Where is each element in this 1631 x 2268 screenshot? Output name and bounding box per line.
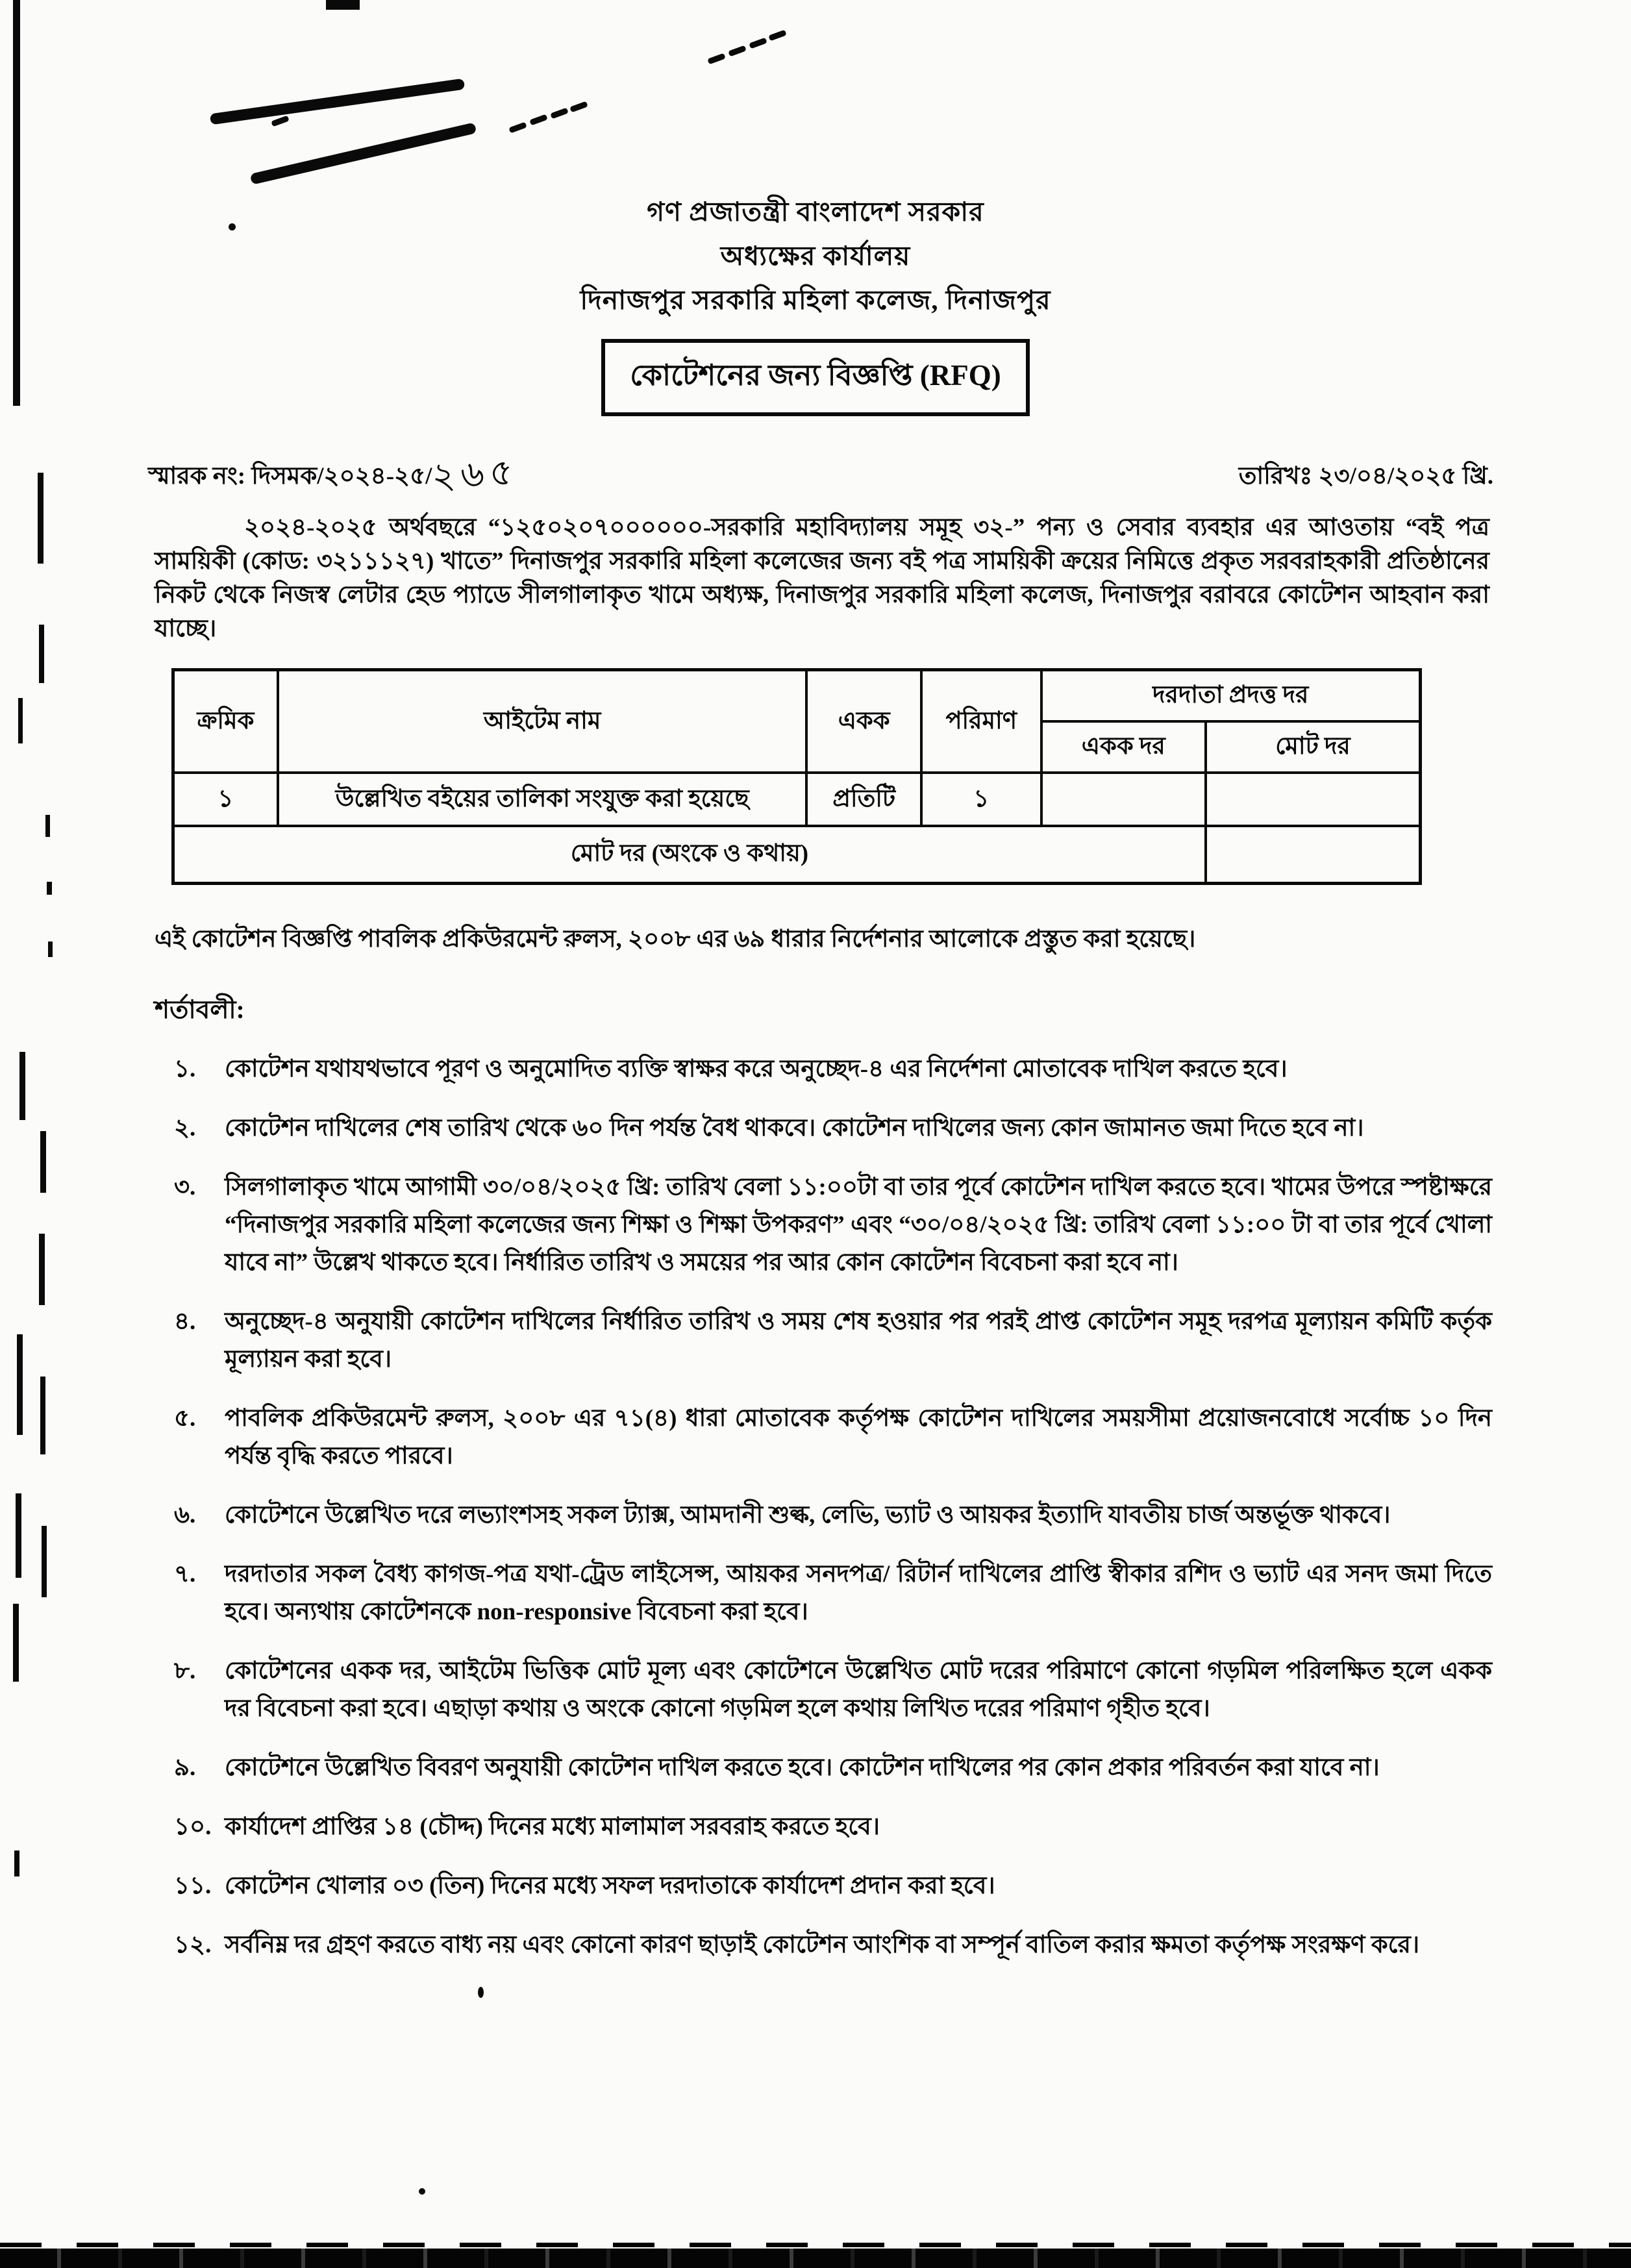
scan-edge-mark <box>48 941 53 957</box>
col-header-item: আইটেম নাম <box>278 670 807 773</box>
memo-number <box>148 443 519 505</box>
item-text: দরদাতার সকল বৈধ্য কাগজ-পত্র যথা-ট্রেড লাইসেন্স, আয়কর সনদপত্র/ রিটার্ন দাখিলের প্রাপ্তি স্বীকার রশিদ ও ভ্যাট এর সনদ জমা দিতে হবে। অন্যথায় কোটেশনকে non-responsive বিবেচনা করা হবে। <box>225 1560 1492 1625</box>
scan-edge-mark <box>45 815 50 837</box>
item-number: ৯. <box>174 1754 196 1781</box>
item-number: ৪. <box>174 1308 196 1335</box>
item-text: অনুচ্ছেদ-৪ অনুযায়ী কোটেশন দাখিলের নির্ধারিত তারিখ ও সময় শেষ হওয়ার পর পরই প্রাপ্ত কোটেশন সমূহ দরপত্র মূল্যায়ন কমিটি কর্তৃক মূল্যায়ন করা হবে। <box>225 1308 1492 1373</box>
government-name: গণ প্রজাতন্ত্রী বাংলাদেশ সরকার <box>647 197 984 227</box>
item-number: ৫. <box>174 1404 196 1432</box>
item-number: ৩. <box>174 1173 196 1201</box>
scan-edge-mark <box>38 473 44 564</box>
item-text: সিলগালাকৃত খামে আগামী ৩০/০৪/২০২৫ খ্রি: তারিখ বেলা ১১:০০টা বা তার পূর্বে কোটেশন দাখিল করতে হবে। খামের উপরে স্পষ্টাক্ষরে “দিনাজপুর সরকারি মহিলা কলেজের জন্য শিক্ষা ও শিক্ষা উপকরণ” এবং “৩০/০৪/২০২৫ খ্রি: তারিখ বেলা ১১:০০ টা বা তার পূর্বে খোলা যাবে না” উল্লেখ থাকতে হবে। নির্ধারিত তারিখ ও সময়ের পর আর কোন কোটেশন বিবেচনা করা হবে না। <box>225 1173 1492 1276</box>
table-footer-row <box>173 826 1421 883</box>
col-header-serial: ক্রমিক <box>173 670 278 773</box>
scan-edge-mark <box>13 0 20 406</box>
memo-label: স্মারক নং: দিসমক/২০২৪-২৫/ <box>148 463 432 490</box>
quotation-table <box>171 668 1422 885</box>
item-text: কার্যাদেশ প্রাপ্তির ১৪ (চৌদ্দ) দিনের মধ্যে মালামাল সরবরাহ করতে হবে। <box>225 1813 880 1840</box>
item-number: ৬. <box>174 1501 196 1528</box>
list-item <box>174 1400 1492 1475</box>
footer-total-value <box>1206 826 1420 883</box>
memo-date: তারিখঃ ২৩/০৪/২০২৫ খ্রি. <box>1238 463 1493 490</box>
scan-blob <box>326 0 360 10</box>
scan-noise-band <box>0 2249 1631 2268</box>
list-item <box>174 1926 1492 1964</box>
item-text: কোটেশনের একক দর, আইটেম ভিত্তিক মোট মূল্য এবং কোটেশনে উল্লেখিত মোট দরের পরিমাণে কোনো গড়মিল পরিলক্ষিত হলে একক দর বিবেচনা করা হবে। এছাড়া কথায় ও অংকে কোনো গড়মিল হলে কথায় লিখিত দরের পরিমাণ গৃহীত হবে। <box>225 1657 1492 1722</box>
cell-unit: প্রতিটি <box>806 773 921 826</box>
pen-dot <box>229 223 236 231</box>
scan-edge-mark <box>18 698 23 743</box>
letterhead <box>0 0 1631 322</box>
item-number: ৮. <box>174 1657 196 1684</box>
list-item <box>174 1808 1492 1846</box>
list-item <box>174 1556 1492 1631</box>
scan-dot <box>478 1987 484 1998</box>
list-item <box>174 1867 1492 1905</box>
cell-quantity: ১ <box>921 773 1041 826</box>
col-header-unit-rate: একক দর <box>1041 721 1206 773</box>
scan-edge-mark <box>47 882 52 895</box>
scan-edge-mark <box>39 625 44 683</box>
cell-total-rate <box>1206 773 1420 826</box>
item-text: সর্বনিম্ন দর গ্রহণ করতে বাধ্য নয় এবং কোনো কারণ ছাড়াই কোটেশন আংশিক বা সম্পূর্ন বাতিল করার ক্ষমতা কর্তৃপক্ষ সংরক্ষণ করে। <box>225 1931 1420 1958</box>
notice-title: কোটেশনের জন্য বিজ্ঞপ্তি (RFQ) <box>601 339 1029 416</box>
item-text: কোটেশন যথাযথভাবে পূরণ ও অনুমোদিত ব্যক্তি স্বাক্ষর করে অনুচ্ছেদ-৪ এর নির্দেশনা মোতাবেক দাখিল করতে হবে। <box>225 1055 1288 1082</box>
scan-edge-mark <box>17 1334 23 1435</box>
scan-edge-mark <box>14 1851 19 1876</box>
cell-serial: ১ <box>173 773 278 826</box>
item-number: ২. <box>174 1114 196 1141</box>
ppr-note: এই কোটেশন বিজ্ঞপ্তি পাবলিক প্রকিউরমেন্ট রুলস, ২০০৮ এর ৬৯ ধারার নির্দেশনার আলোকে প্রস্তুত করা হয়েছে। <box>155 925 1196 953</box>
scan-noise-fragments <box>0 2243 1631 2247</box>
conditions-list <box>174 1051 1492 1964</box>
item-text: কোটেশন খোলার ০৩ (তিন) দিনের মধ্যে সফল দরদাতাকে কার্যাদেশ প্রদান করা হবে। <box>225 1872 995 1899</box>
item-text: কোটেশনে উল্লেখিত দরে লভ্যাংশসহ সকল ট্যাক্স, আমদানী শুল্ক, লেভি, ভ্যাট ও আয়কর ইত্যাদি যাবতীয় চার্জ অন্তর্ভূক্ত থাকবে। <box>225 1501 1391 1528</box>
list-item <box>174 1497 1492 1534</box>
memo-row <box>148 443 1493 505</box>
col-header-quantity: পরিমাণ <box>921 670 1041 773</box>
item-number: ১১. <box>174 1872 212 1899</box>
office-name: অধ্যক্ষের কার্যালয় <box>720 241 911 271</box>
item-number: ১০. <box>174 1813 212 1840</box>
list-item <box>174 1051 1492 1088</box>
scan-edge-mark <box>19 1052 25 1120</box>
list-item <box>174 1303 1492 1378</box>
college-name: দিনাজপুর সরকারি মহিলা কলেজ, দিনাজপুর <box>580 285 1051 315</box>
scan-edge-mark <box>16 1493 21 1578</box>
col-header-bidder-rate: দরদাতা প্রদত্ত দর <box>1041 670 1421 722</box>
item-text: কোটেশনে উল্লেখিত বিবরণ অনুযায়ী কোটেশন দাখিল করতে হবে। কোটেশন দাখিলের পর কোন প্রকার পরিবর্তন করা যাবে না। <box>225 1754 1380 1781</box>
memo-number-handwritten: ২৬৫ <box>430 451 520 498</box>
cell-item: উল্লেখিত বইয়ের তালিকা সংযুক্ত করা হয়েছে <box>278 773 807 826</box>
cell-unit-rate <box>1041 773 1206 826</box>
col-header-total-rate: মোট দর <box>1206 721 1420 773</box>
list-item <box>174 1749 1492 1787</box>
item-number: ১. <box>174 1055 196 1082</box>
item-number: ৭. <box>174 1560 196 1588</box>
list-item <box>174 1169 1492 1282</box>
item-text: পাবলিক প্রকিউরমেন্ট রুলস, ২০০৮ এর ৭১(৪) ধারা মোতাবেক কর্তৃপক্ষ কোটেশন দাখিলের সময়সীমা প্রয়োজনবোধে সর্বোচ্চ ১০ দিন পর্যন্ত বৃদ্ধি করতে পারবে। <box>225 1404 1492 1469</box>
scan-edge-mark <box>42 1526 47 1597</box>
col-header-unit: একক <box>806 670 921 773</box>
list-item <box>174 1110 1492 1147</box>
intro-paragraph: ২০২৪-২০২৫ অর্থবছরে “১২৫০২০৭০০০০০০-সরকারি মহাবিদ্যালয় সমূহ ৩২-” পন্য ও সেবার ব্যবহার এর আওতায় “বই পত্র সাময়িকী (কোড: ৩২১১১২৭) খাতে” দিনাজপুর সরকারি মহিলা কলেজের জন্য বই পত্র সাময়িকী ক্রয়ের নিমিত্তে প্রকৃত সরবরাহকারী প্রতিষ্ঠানের নিকট থেকে নিজস্ব লেটার হেড প্যাডে সীলগালাকৃত খামে অধ্যক্ষ, দিনাজপুর সরকারি মহিলা কলেজ, দিনাজপুর বরাবরে কোটেশন আহবান করা যাচ্ছে। <box>155 514 1489 642</box>
scan-dot <box>419 2188 425 2195</box>
footer-total-label: মোট দর (অংকে ও কথায়) <box>173 826 1206 883</box>
scan-edge-mark <box>39 1234 45 1305</box>
table-row <box>173 773 1421 826</box>
scan-edge-mark <box>40 1377 45 1454</box>
conditions-heading: শর্তাবলী: <box>155 995 245 1024</box>
item-number: ১২. <box>174 1931 212 1958</box>
scan-edge-mark <box>13 1604 19 1682</box>
item-text: কোটেশন দাখিলের শেষ তারিখ থেকে ৬০ দিন পর্যন্ত বৈধ থাকবে। কোটেশন দাখিলের জন্য কোন জামানত জমা দিতে হবে না। <box>225 1114 1364 1141</box>
list-item <box>174 1652 1492 1728</box>
notice-title-wrap <box>0 339 1631 416</box>
table-header-row-1 <box>173 670 1421 722</box>
scan-edge-mark <box>40 1131 46 1193</box>
